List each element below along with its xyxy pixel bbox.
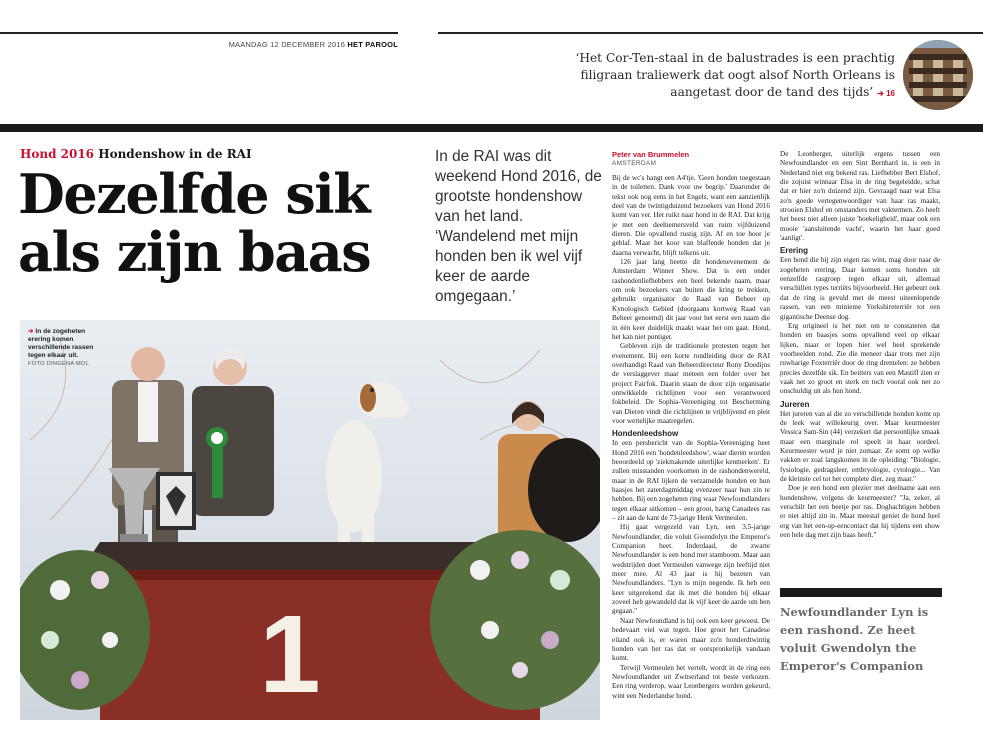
page-dateline	[220, 40, 398, 49]
building-photo	[903, 40, 973, 110]
headline-line-1: Dezelfde sik	[18, 162, 370, 226]
paragraph: Doe je een hond een plezier met deelname aan een hondenshow, volgens de keurmeester? "Ja, zeker, al verschilt het een beetje per ras. Doghachtigen hebben er niet altijd zin in. Maar meestal geniet de hond heel erg van het een-op-eencontact dat hij tijdens een show een hele dag met zijn baas heeft."	[780, 484, 940, 540]
article-intro: In de RAI was dit weekend Hond 2016, de grootste hondenshow van het land. ‘Wandelend met mijn honden ben ik wel vijf keer de aarde omgegaan.’	[435, 148, 602, 305]
kicker-topic: Hondenshow in de RAI	[98, 147, 252, 161]
paragraph: 126 jaar lang heette dit hondenevenement de Amsterdam Winner Show. Dat is een onder rashondenliefhebbers een heel bekende naam, maar om ook bezoekers van buiten die kring te trekken, gebruikt organisator de Raad van Beheer op Kynologisch Gebied (doorgaans kortweg Raad van Beheer genoemd) dit jaar voor het eerst een naam die in één keer duidelijk maakt waar het om gaat. Hond, het kan niet puntiger.	[612, 258, 770, 341]
paragraph: Gebleven zijn de traditionele protesten tegen het evenement. Bij een korte rondleiding door de RAI overhandigt Raad van Beheerdirecteur Rony Doedijns de verslaggever maar meteen een folder over het project Fairfok. Daarin staan de door zijn organisatie ontwikkelde richtlijnen voor een verantwoord fokbeleid. De Sophia-Vereeniging tot Bescherming van Dieren vindt die richtlijnen te vrijblijvend en pleit voor wettelijke maatregelen.	[612, 342, 770, 425]
author-name: Peter van Brummelen	[612, 150, 690, 159]
paragraph: Terwijl Vermeulen het vertelt, wordt in de ring een Newfoundlander uit Zwitserland tot beste verkozen. Een ring verderop, waar Leonbergers worden gekeurd, wint een Nederlandse hond.	[612, 663, 770, 700]
date-text: MAANDAG 12 DECEMBER 2016	[228, 40, 346, 49]
byline	[612, 150, 770, 168]
podium-number-1: 1	[259, 593, 321, 716]
bottom-pull-quote: Newfoundlander Lyn is een rashond. Ze heet voluit Gwendolyn the Emperor's Companion	[780, 605, 929, 673]
newspaper-name: HET PAROOL	[347, 40, 398, 49]
article-headline	[18, 162, 428, 284]
section-divider-bar	[0, 124, 983, 132]
building-illustration	[903, 40, 973, 110]
top-pull-quote	[540, 50, 895, 102]
headline-line-2: als zijn baas	[18, 220, 371, 284]
top-rule-left	[0, 32, 398, 34]
caption-text: In de zogeheten erering komen verschillende rassen tegen elkaar uit.	[28, 328, 94, 359]
paragraph: Bij de wc's hangt een A4'tje. 'Geen honden toegestaan in de toiletten. Dank voor uw begrip.' Daaronder de tekst ook nog eens in het Engels, want een aanzienlijk deel van de twintigduizend bezoekers van Hond 2016 komt van ver. Het ruikt naar hond in de RAI. Dat krijg je met een deelnemersveld van ruim vijfduizend dieren. Die opvallend rustig zijn. Af en toe hoor je geblaf. Maar het koor van blaffende honden dat je daarna verwacht, blijft telkens uit.	[612, 174, 770, 257]
paragraph: In een persbericht van de Sophia-Vereeniging heet Hond 2016 een 'hondenleedshow', waar dieren worden beoordeeld op 'ziekmakende uiterlijke kenmerken'. Er zullen misstanden voorkomen in de rashondenwereld, maar in de RAI lijken de verzamelde honden en hun baasjes het zaterdagmiddag evenzeer naar hun zin te hebben. Bij een zogeheten ring waar Newfoundlanders tegen elkaar uitkomen – een groot, harig Canadees ras – zit aan de kant de 73-jarige Henk Vermeulen.	[612, 439, 770, 523]
article-kicker	[20, 147, 252, 161]
article-column-1	[612, 150, 770, 720]
paragraph: Erg origineel is het niet om te constateren dat honden en baasjes soms opvallend veel op elkaar lijken, maar er lopen hier wel heel sprekende voorbeelden rond. Zie die meneer daar trots met zijn ruwharige Foxterriër door de ring drentelen: ze hebben precies dezelfde sik. En beitters van een Mastiff zien er vaak net zo groot en sterk en toch vooral ook net zo onschuldig uit als hun hond.	[780, 321, 940, 396]
quote-divider-bar	[780, 588, 942, 597]
paragraph: Hij gaat vergezeld van Lyn, een 3,5-jarige Newfoundlander, die voluit Gwendolyn the Emperor's Companion heet. Inderdaad, de zwarte Newfoundlander is een hond met stamboom. Maar aan wedstrijden doet Vermeulen vanwege zijn leeftijd niet meer mee. Al 43 jaar is hij bezeten van Newfoundlanders. "Lyn is mijn negende. Ik heb een keer uitgerekend dat ik met die honden bij elkaar zoveel heb gewandeld dat ik vijf keer de aarde om ben gegaan."	[612, 523, 770, 616]
paragraph: Een hond die bij zijn eigen ras wint, mag door naar de zogeheten erering. Daar komen soms honden uit eenzelfde rasgroep tegen elkaar uit, allemaal verschillen types terriërs bijvoorbeeld. Het gebeurt ook dat de ring is gevuld met de meest uiteenlopende rassen, van een minieme Yorkshireterriër tot een gigantische Deense dog.	[780, 256, 940, 321]
article-column-2	[780, 150, 940, 580]
photo-caption	[28, 328, 94, 368]
top-quote-page-ref: ➔ 16	[877, 89, 895, 98]
photo-credit: FOTO DINGENA MOL	[28, 361, 90, 367]
paragraph: Naar Newfoundland is hij ook een keer geweest. De bedevaart viel wat tegen. Hoe groot het Canadese eiland ook is, er waren maar zo'n honderdtwintig honden van het ras dat er oorspronkelijk vandaan komt.	[612, 616, 770, 663]
dateline-location: AMSTERDAM	[612, 160, 657, 167]
caption-arrow-icon: ➔	[28, 328, 34, 335]
subheading: Erering	[780, 246, 809, 256]
paragraph: Het jureren van al die zo verschillende honden komt op de leek wat willekeurig over. Maar keurmeester Vessica Sam-Sin (44) verzekert dat persoonlijke smaak maar een marginale rol speelt in haar oordeel. Keurmeester word je niet zomaar. Ze somt op welke vakken er zoal langskomen in de opleiding: "Biologie, fysiologie, gedragsleer, embryologie, cytologie... Van de kleinste cel tot het complete dier, zeg maar."	[780, 409, 940, 483]
kicker-section: Hond 2016	[20, 147, 95, 161]
paragraph: De Leonberger, uiterlijk ergens tussen een Newfoundlander en een Sint Bernhard in, is een in Nederland niet erg bekend ras. Liefhebber Bert Elshof, die zojuist winnaar Elsa in de ring begeleidde, schat dat er hier zo'n duizend zijn. Gevraagd naar wat Elsa zo'n goede vertegenwoordiger van haar ras maakt, strooien Elshof en omstanders met vaktermen. Zo heeft het beest niet alleen juiste 'hoekeligheid', maar ook een mooie 'aansluitende vacht', waarin het haar goed 'aanligt'.	[780, 150, 940, 243]
top-rule-right	[438, 32, 983, 34]
subheading: Jureren	[780, 399, 810, 409]
article-photo	[20, 320, 600, 720]
top-quote-text: ‘Het Cor-Ten-staal in de balustrades is een prachtig filigraan traliewerk dat oogt alsof North Orleans is aangetast door de tand des tijds’	[575, 51, 895, 99]
dog-show-podium-illustration	[20, 320, 600, 720]
subheading: Hondenleedshow	[612, 429, 679, 439]
